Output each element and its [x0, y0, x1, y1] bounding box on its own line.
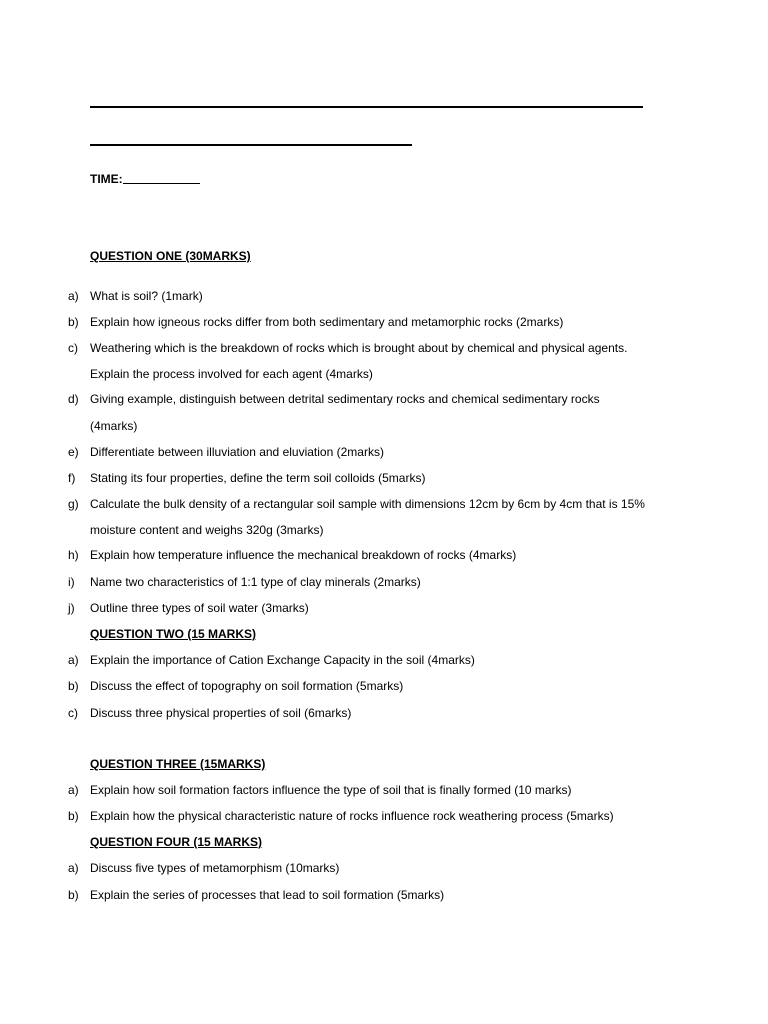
item-letter: a) — [68, 861, 79, 875]
item-letter: c) — [68, 341, 78, 355]
item-text: Calculate the bulk density of a rectangular soil sample with dimensions 12cm by 6cm by 4cm that is 15% — [90, 497, 645, 511]
item-text: Stating its four properties, define the term soil colloids (5marks) — [90, 471, 426, 485]
item-text: Weathering which is the breakdown of rocks which is brought about by chemical and physical agents. — [90, 341, 628, 355]
question-four-heading: QUESTION FOUR (15 MARKS) — [90, 835, 263, 849]
item-text: Explain how temperature influence the mechanical breakdown of rocks (4marks) — [90, 548, 517, 562]
item-letter: f) — [68, 471, 76, 485]
item-letter: b) — [68, 315, 79, 329]
item-letter: j) — [68, 601, 75, 615]
item-letter: d) — [68, 392, 79, 406]
item-text: Discuss the effect of topography on soil formation (5marks) — [90, 679, 404, 693]
time-field — [90, 171, 200, 186]
item-letter: a) — [68, 289, 79, 303]
item-letter: i) — [68, 575, 75, 589]
item-letter: b) — [68, 888, 79, 902]
item-letter: b) — [68, 679, 79, 693]
item-text: Discuss five types of metamorphism (10marks) — [90, 861, 340, 875]
item-letter: h) — [68, 548, 79, 562]
subtitle-blank-line — [90, 144, 412, 146]
item-letter: c) — [68, 706, 78, 720]
item-letter: g) — [68, 497, 79, 511]
question-one-heading: QUESTION ONE (30MARKS) — [90, 249, 251, 263]
item-text: Explain how soil formation factors influence the type of soil that is finally formed (10 marks) — [90, 783, 572, 797]
item-text: Explain the importance of Cation Exchange Capacity in the soil (4marks) — [90, 653, 475, 667]
item-letter: b) — [68, 809, 79, 823]
item-text: Differentiate between illuviation and eluviation (2marks) — [90, 445, 384, 459]
time-blank-line — [123, 171, 200, 184]
item-text: Giving example, distinguish between detrital sedimentary rocks and chemical sedimentary rocks — [90, 392, 600, 406]
item-letter: a) — [68, 783, 79, 797]
question-two-heading: QUESTION TWO (15 MARKS) — [90, 627, 257, 641]
item-text: Explain the series of processes that lead to soil formation (5marks) — [90, 888, 445, 902]
time-label: TIME: — [90, 172, 123, 186]
item-letter: e) — [68, 445, 79, 459]
item-text: Explain how igneous rocks differ from both sedimentary and metamorphic rocks (2marks) — [90, 315, 564, 329]
item-letter: a) — [68, 653, 79, 667]
item-text-continuation: moisture content and weighs 320g (3marks) — [90, 523, 324, 537]
item-text-continuation: (4marks) — [90, 419, 138, 433]
question-three-heading: QUESTION THREE (15MARKS) — [90, 757, 266, 771]
item-text: Discuss three physical properties of soil (6marks) — [90, 706, 352, 720]
item-text: What is soil? (1mark) — [90, 289, 203, 303]
item-text-continuation: Explain the process involved for each agent (4marks) — [90, 367, 373, 381]
item-text: Explain how the physical characteristic nature of rocks influence rock weathering process (5marks) — [90, 809, 614, 823]
item-text: Name two characteristics of 1:1 type of clay minerals (2marks) — [90, 575, 421, 589]
title-blank-line — [90, 106, 643, 108]
item-text: Outline three types of soil water (3marks) — [90, 601, 309, 615]
